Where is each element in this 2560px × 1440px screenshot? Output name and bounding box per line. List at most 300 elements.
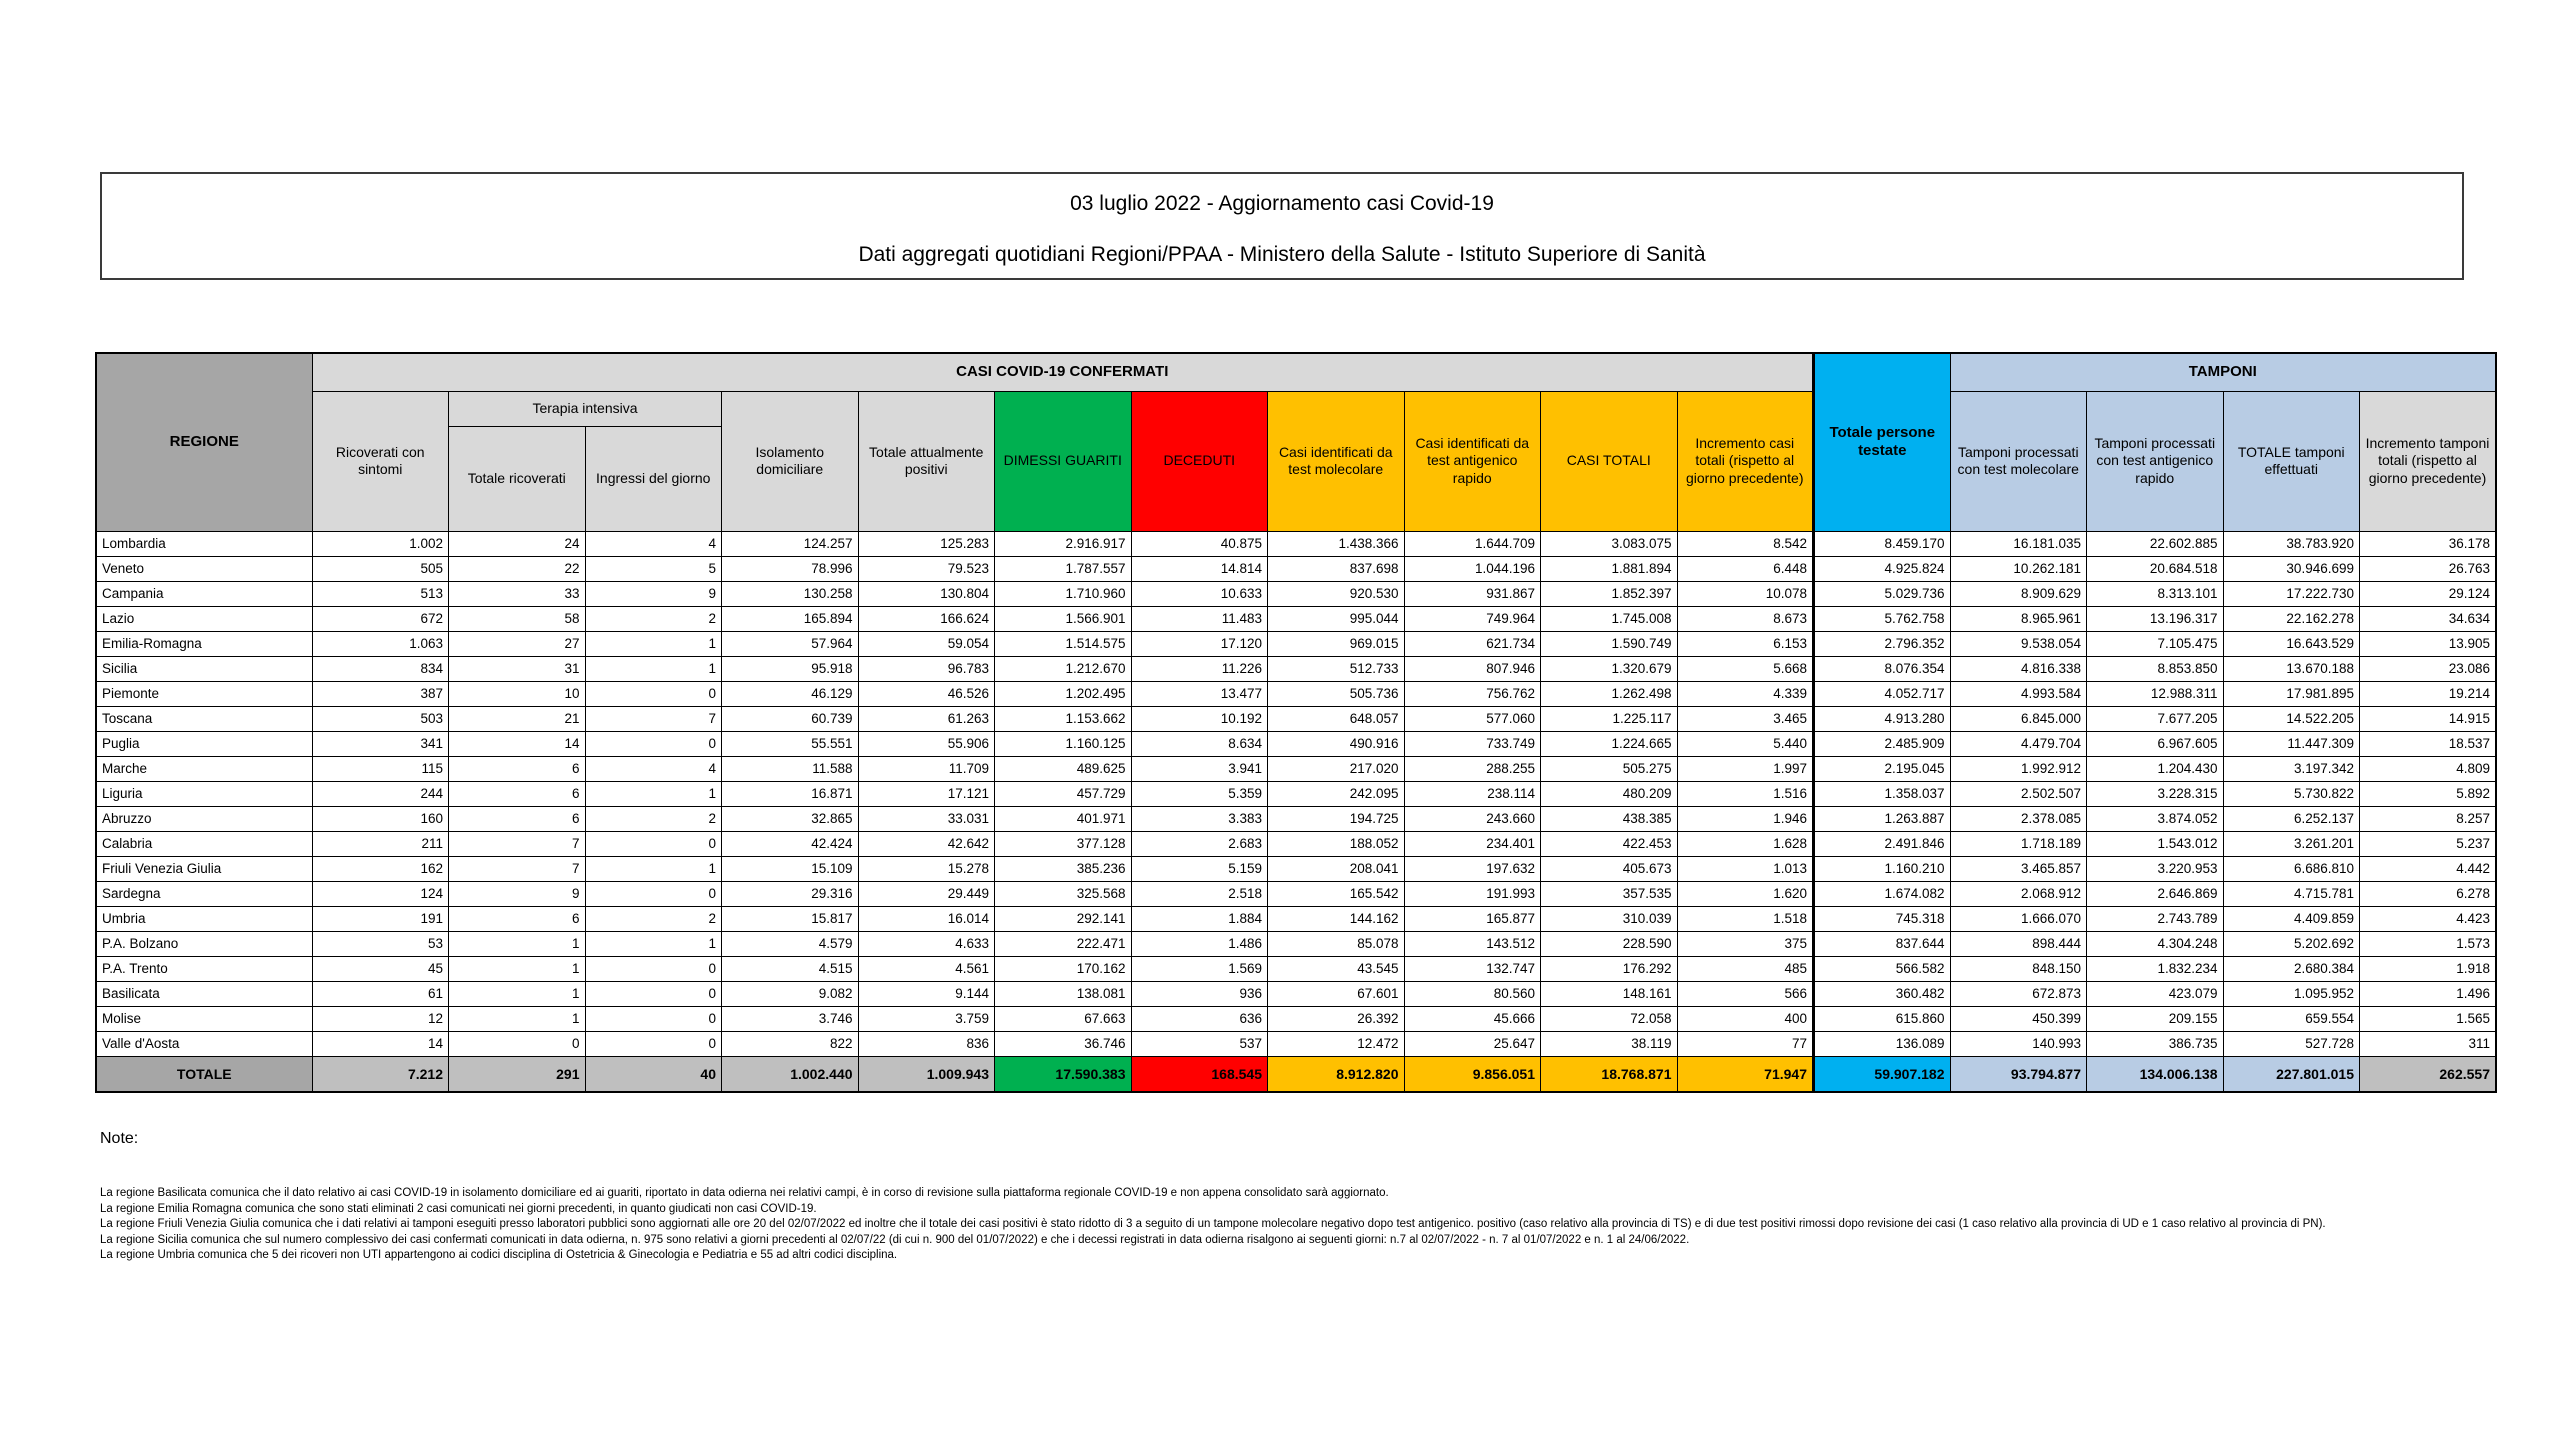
region-cell: Campania [96,581,312,606]
region-cell: P.A. Trento [96,956,312,981]
region-cell: Umbria [96,906,312,931]
value-cell: 197.632 [1404,856,1541,881]
value-cell: 148.161 [1541,981,1678,1006]
value-cell: 4 [585,531,722,556]
value-cell: 55.906 [858,731,995,756]
value-cell: 1.496 [2360,981,2497,1006]
table-row [96,906,2496,931]
table-row [96,731,2496,756]
value-cell: 13.477 [1131,681,1268,706]
value-cell: 38.783.920 [2223,531,2360,556]
value-cell: 7 [449,856,586,881]
value-cell: 6.967.605 [2087,731,2224,756]
table-footer [96,1056,2496,1092]
value-cell: 5.359 [1131,781,1268,806]
value-cell: 15.817 [722,906,859,931]
value-cell: 115 [312,756,449,781]
value-cell: 6.153 [1677,631,1814,656]
value-cell: 6 [449,906,586,931]
value-cell: 1.881.894 [1541,556,1678,581]
value-cell: 1.514.575 [995,631,1132,656]
table-row [96,706,2496,731]
value-cell: 25.647 [1404,1031,1541,1056]
value-cell: 55.551 [722,731,859,756]
title-box [100,172,2464,280]
value-cell: 6 [449,756,586,781]
table-row [96,556,2496,581]
value-cell: 23.086 [2360,656,2497,681]
value-cell: 1 [585,656,722,681]
col-header-ti-ingressi: Ingressi del giorno [585,426,722,531]
value-cell: 132.747 [1404,956,1541,981]
value-cell: 6.686.810 [2223,856,2360,881]
value-cell: 130.804 [858,581,995,606]
total-cell: 7.212 [312,1056,449,1092]
region-cell: Marche [96,756,312,781]
total-cell: 9.856.051 [1404,1056,1541,1092]
value-cell: 4.579 [722,931,859,956]
value-cell: 4 [585,756,722,781]
value-cell: 422.453 [1541,831,1678,856]
value-cell: 1.628 [1677,831,1814,856]
value-cell-persone-testate: 1.358.037 [1814,781,1951,806]
table-row [96,781,2496,806]
value-cell: 78.996 [722,556,859,581]
value-cell: 2.680.384 [2223,956,2360,981]
value-cell: 72.058 [1541,1006,1678,1031]
value-cell: 217.020 [1268,756,1405,781]
col-header-isolamento: Isolamento domiciliare [722,391,859,531]
value-cell-persone-testate: 1.263.887 [1814,806,1951,831]
group-header-tamponi: TAMPONI [1950,353,2496,391]
col-header-casi-antigenico: Casi identificati da test antigenico rapido [1404,391,1541,531]
value-cell: 480.209 [1541,781,1678,806]
value-cell: 3.220.953 [2087,856,2224,881]
value-cell: 27 [449,631,586,656]
value-cell: 1.620 [1677,881,1814,906]
value-cell: 405.673 [1541,856,1678,881]
value-cell: 16.871 [722,781,859,806]
value-cell: 672.873 [1950,981,2087,1006]
value-cell: 16.643.529 [2223,631,2360,656]
value-cell: 1.946 [1677,806,1814,831]
value-cell: 9.144 [858,981,995,1006]
value-cell: 537 [1131,1031,1268,1056]
value-cell: 5.730.822 [2223,781,2360,806]
value-cell: 16.014 [858,906,995,931]
col-header-terapia-intensiva: Terapia intensiva [449,391,722,426]
note-item: La regione Umbria comunica che 5 dei ricoveri non UTI appartengono ai codici disciplina di Ostetricia & Ginecologia e Pediatria e 55 ad altri codici disciplina. [100,1249,898,1261]
value-cell: 822 [722,1031,859,1056]
value-cell-persone-testate: 4.913.280 [1814,706,1951,731]
value-cell: 1.013 [1677,856,1814,881]
value-cell: 29.124 [2360,581,2497,606]
value-cell: 12 [312,1006,449,1031]
value-cell: 0 [585,956,722,981]
value-cell: 375 [1677,931,1814,956]
value-cell: 60.739 [722,706,859,731]
table-row [96,656,2496,681]
value-cell: 3.465.857 [1950,856,2087,881]
value-cell: 1.160.125 [995,731,1132,756]
region-cell: Lombardia [96,531,312,556]
value-cell: 1.566.901 [995,606,1132,631]
value-cell: 357.535 [1541,881,1678,906]
value-cell: 423.079 [2087,981,2224,1006]
value-cell: 936 [1131,981,1268,1006]
value-cell-persone-testate: 615.860 [1814,1006,1951,1031]
value-cell: 1.095.952 [2223,981,2360,1006]
total-cell: 40 [585,1056,722,1092]
region-cell: Puglia [96,731,312,756]
value-cell: 4.479.704 [1950,731,2087,756]
value-cell-persone-testate: 136.089 [1814,1031,1951,1056]
value-cell: 8.257 [2360,806,2497,831]
value-cell: 170.162 [995,956,1132,981]
value-cell: 1.224.665 [1541,731,1678,756]
value-cell: 12.472 [1268,1031,1405,1056]
value-cell: 29.449 [858,881,995,906]
value-cell: 143.512 [1404,931,1541,956]
value-cell: 1.852.397 [1541,581,1678,606]
value-cell: 489.625 [995,756,1132,781]
table-row [96,756,2496,781]
value-cell: 1.002 [312,531,449,556]
value-cell: 310.039 [1541,906,1678,931]
value-cell: 6.278 [2360,881,2497,906]
value-cell: 898.444 [1950,931,2087,956]
value-cell: 377.128 [995,831,1132,856]
report-subtitle: Dati aggregati quotidiani Regioni/PPAA - Ministero della Salute - Istituto Superiore di Sanità [858,243,1706,266]
notes-list [100,1186,2500,1263]
value-cell: 6.252.137 [2223,806,2360,831]
note-item: La regione Sicilia comunica che sul numero complessivo dei casi confermati comunicati in data odierna, n. 975 sono relativi a giorni precedenti al 02/07/22 (di cui n. 900 del 01/07/2022) e che i decessi registrati in data odierna risalgono ai seguenti giorni: n.7 al 02/07/2022 - n. 7 al 01/07/2022 e n. 1 al 24/06/2022. [100,1233,1690,1246]
report-title: 03 luglio 2022 - Aggiornamento casi Covid-19 [1070,192,1494,215]
value-cell: 95.918 [722,656,859,681]
region-cell: Abruzzo [96,806,312,831]
value-cell-persone-testate: 5.029.736 [1814,581,1951,606]
value-cell: 2.518 [1131,881,1268,906]
table-body [96,531,2496,1056]
value-cell: 1.565 [2360,1006,2497,1031]
value-cell: 2.743.789 [2087,906,2224,931]
value-cell: 659.554 [2223,1006,2360,1031]
value-cell: 1.225.117 [1541,706,1678,731]
value-cell: 17.222.730 [2223,581,2360,606]
value-cell: 450.399 [1950,1006,2087,1031]
col-header-dimessi-guariti: DIMESSI GUARITI [995,391,1132,531]
value-cell: 42.642 [858,831,995,856]
table-row [96,806,2496,831]
value-cell: 1.573 [2360,931,2497,956]
value-cell: 1.202.495 [995,681,1132,706]
value-cell: 505.275 [1541,756,1678,781]
region-cell: Lazio [96,606,312,631]
value-cell: 4.423 [2360,906,2497,931]
value-cell: 46.129 [722,681,859,706]
value-cell: 3.383 [1131,806,1268,831]
value-cell: 0 [585,731,722,756]
value-cell-persone-testate: 4.052.717 [1814,681,1951,706]
region-cell: Emilia-Romagna [96,631,312,656]
total-cell: 134.006.138 [2087,1056,2224,1092]
value-cell: 3.759 [858,1006,995,1031]
value-cell: 67.601 [1268,981,1405,1006]
value-cell-persone-testate: 5.762.758 [1814,606,1951,631]
col-header-tamponi-totale: TOTALE tamponi effettuati [2223,391,2360,531]
value-cell: 6.448 [1677,556,1814,581]
value-cell: 53 [312,931,449,956]
region-cell: Toscana [96,706,312,731]
value-cell: 5.202.692 [2223,931,2360,956]
totals-label: TOTALE [96,1056,312,1092]
value-cell: 10.078 [1677,581,1814,606]
value-cell: 0 [585,1006,722,1031]
value-cell: 527.728 [2223,1031,2360,1056]
region-cell: Friuli Venezia Giulia [96,856,312,881]
value-cell: 3.197.342 [2223,756,2360,781]
value-cell-persone-testate: 1.160.210 [1814,856,1951,881]
value-cell: 387 [312,681,449,706]
notes-section [100,1130,2500,1264]
value-cell: 5.237 [2360,831,2497,856]
value-cell: 3.746 [722,1006,859,1031]
value-cell: 1 [449,981,586,1006]
value-cell: 10.633 [1131,581,1268,606]
value-cell: 1.212.670 [995,656,1132,681]
value-cell: 1.262.498 [1541,681,1678,706]
value-cell: 1 [585,856,722,881]
region-cell: Sardegna [96,881,312,906]
value-cell: 834 [312,656,449,681]
value-cell: 490.916 [1268,731,1405,756]
value-cell: 1.543.012 [2087,831,2224,856]
value-cell: 2 [585,806,722,831]
table-row [96,956,2496,981]
value-cell: 5.892 [2360,781,2497,806]
value-cell: 33 [449,581,586,606]
value-cell: 292.141 [995,906,1132,931]
value-cell: 636 [1131,1006,1268,1031]
value-cell: 8.313.101 [2087,581,2224,606]
table-row [96,681,2496,706]
value-cell: 18.537 [2360,731,2497,756]
value-cell: 17.981.895 [2223,681,2360,706]
value-cell: 1.569 [1131,956,1268,981]
value-cell: 45.666 [1404,1006,1541,1031]
value-cell: 995.044 [1268,606,1405,631]
col-header-ricoverati: Ricoverati con sintomi [312,391,449,531]
value-cell: 1 [585,931,722,956]
note-item: La regione Friuli Venezia Giulia comunica che i dati relativi ai tamponi eseguiti presso laboratori pubblici sono aggiornati alle ore 20 del 02/07/2022 ed inoltre che il totale dei casi positivi è stato ridotto di 3 a seguito di un tampone molecolare negativo dopo test antigenico. positivo (caso relativo alla provincia di TS) e di due test positivi rimossi dopo revisione dei casi (1 caso relativo alla provincia di UD e 1 caso relativo al provincia di PN). [100,1218,2326,1230]
value-cell: 165.542 [1268,881,1405,906]
value-cell: 7 [449,831,586,856]
value-cell: 503 [312,706,449,731]
group-header-casi: CASI COVID-19 CONFERMATI [312,353,1814,391]
value-cell: 1.997 [1677,756,1814,781]
value-cell-persone-testate: 1.674.082 [1814,881,1951,906]
value-cell: 209.155 [2087,1006,2224,1031]
total-cell: 71.947 [1677,1056,1814,1092]
value-cell: 1.832.234 [2087,956,2224,981]
value-cell: 14 [449,731,586,756]
value-cell: 11.226 [1131,656,1268,681]
value-cell: 26.392 [1268,1006,1405,1031]
value-cell: 13.196.317 [2087,606,2224,631]
value-cell-persone-testate: 2.491.846 [1814,831,1951,856]
value-cell: 140.993 [1950,1031,2087,1056]
value-cell: 144.162 [1268,906,1405,931]
value-cell: 79.523 [858,556,995,581]
value-cell: 6.845.000 [1950,706,2087,731]
value-cell: 3.083.075 [1541,531,1678,556]
value-cell: 2.683 [1131,831,1268,856]
region-cell: Piemonte [96,681,312,706]
value-cell-persone-testate: 566.582 [1814,956,1951,981]
value-cell: 14.814 [1131,556,1268,581]
value-cell: 228.590 [1541,931,1678,956]
value-cell: 165.877 [1404,906,1541,931]
col-header-ti-totale: Totale ricoverati [449,426,586,531]
value-cell: 16.181.035 [1950,531,2087,556]
value-cell: 931.867 [1404,581,1541,606]
value-cell: 9 [449,881,586,906]
value-cell: 0 [585,981,722,1006]
value-cell: 244 [312,781,449,806]
value-cell-persone-testate: 8.076.354 [1814,656,1951,681]
value-cell: 438.385 [1541,806,1678,831]
value-cell: 4.442 [2360,856,2497,881]
value-cell: 13.905 [2360,631,2497,656]
value-cell: 5 [585,556,722,581]
region-cell: Valle d'Aosta [96,1031,312,1056]
total-cell: 8.912.820 [1268,1056,1405,1092]
table-row [96,931,2496,956]
value-cell: 59.054 [858,631,995,656]
table-row [96,856,2496,881]
value-cell-persone-testate: 2.796.352 [1814,631,1951,656]
value-cell: 176.292 [1541,956,1678,981]
value-cell: 621.734 [1404,631,1541,656]
value-cell: 837.698 [1268,556,1405,581]
value-cell: 401.971 [995,806,1132,831]
region-cell: Calabria [96,831,312,856]
value-cell: 4.715.781 [2223,881,2360,906]
value-cell: 234.401 [1404,831,1541,856]
value-cell: 4.561 [858,956,995,981]
value-cell: 288.255 [1404,756,1541,781]
total-cell-persone-testate: 59.907.182 [1814,1056,1951,1092]
value-cell: 3.465 [1677,706,1814,731]
value-cell: 96.783 [858,656,995,681]
value-cell-persone-testate: 2.485.909 [1814,731,1951,756]
value-cell: 11.709 [858,756,995,781]
value-cell: 191.993 [1404,881,1541,906]
value-cell: 30.946.699 [2223,556,2360,581]
table-row [96,1031,2496,1056]
value-cell: 45 [312,956,449,981]
value-cell: 566 [1677,981,1814,1006]
value-cell-persone-testate: 4.925.824 [1814,556,1951,581]
value-cell: 61 [312,981,449,1006]
note-item: La regione Basilicata comunica che il dato relativo ai casi COVID-19 in isolamento domiciliare ed ai guariti, riportato in data odierna nei relativi campi, è in corso di revisione sulla piattaforma regionale COVID-19 e non appena consolidato sarà aggiornato. [100,1187,1389,1199]
value-cell: 1 [585,631,722,656]
value-cell: 577.060 [1404,706,1541,731]
value-cell: 2.502.507 [1950,781,2087,806]
value-cell: 7.677.205 [2087,706,2224,731]
value-cell: 1.666.070 [1950,906,2087,931]
value-cell: 5.440 [1677,731,1814,756]
value-cell: 1.516 [1677,781,1814,806]
table-header [96,353,2496,531]
value-cell: 8.634 [1131,731,1268,756]
value-cell: 57.964 [722,631,859,656]
value-cell: 33.031 [858,806,995,831]
value-cell: 648.057 [1268,706,1405,731]
value-cell: 8.909.629 [1950,581,2087,606]
value-cell: 124.257 [722,531,859,556]
value-cell: 8.853.850 [2087,656,2224,681]
col-header-tamponi-antigenico: Tamponi processati con test antigenico rapido [2087,391,2224,531]
value-cell: 19.214 [2360,681,2497,706]
value-cell: 9.082 [722,981,859,1006]
note-item: La regione Emilia Romagna comunica che sono stati eliminati 2 casi comunicati nei giorni precedenti, in quanto giudicati non casi COVID-19. [100,1202,817,1215]
value-cell: 124 [312,881,449,906]
value-cell-persone-testate: 8.459.170 [1814,531,1951,556]
value-cell: 8.542 [1677,531,1814,556]
value-cell: 12.988.311 [2087,681,2224,706]
table-row [96,631,2496,656]
value-cell: 2 [585,606,722,631]
value-cell: 242.095 [1268,781,1405,806]
value-cell: 1.992.912 [1950,756,2087,781]
value-cell: 1.486 [1131,931,1268,956]
value-cell: 2.916.917 [995,531,1132,556]
value-cell: 58 [449,606,586,631]
value-cell: 8.965.961 [1950,606,2087,631]
value-cell: 1.918 [2360,956,2497,981]
value-cell: 17.121 [858,781,995,806]
col-header-casi-totali: CASI TOTALI [1541,391,1678,531]
value-cell: 22 [449,556,586,581]
value-cell: 6 [449,806,586,831]
value-cell: 11.588 [722,756,859,781]
value-cell: 31 [449,656,586,681]
value-cell: 10.262.181 [1950,556,2087,581]
col-header-incremento-casi: Incremento casi totali (rispetto al giorno precedente) [1677,391,1814,531]
value-cell: 1.718.189 [1950,831,2087,856]
value-cell: 85.078 [1268,931,1405,956]
value-cell: 5.668 [1677,656,1814,681]
value-cell: 3.874.052 [2087,806,2224,831]
value-cell: 36.178 [2360,531,2497,556]
value-cell: 42.424 [722,831,859,856]
value-cell: 194.725 [1268,806,1405,831]
value-cell: 162 [312,856,449,881]
value-cell: 1.884 [1131,906,1268,931]
value-cell: 749.964 [1404,606,1541,631]
total-cell: 93.794.877 [1950,1056,2087,1092]
value-cell: 4.809 [2360,756,2497,781]
value-cell: 4.515 [722,956,859,981]
value-cell: 1 [585,781,722,806]
col-header-deceduti: DECEDUTI [1131,391,1268,531]
region-cell: Liguria [96,781,312,806]
value-cell: 15.278 [858,856,995,881]
value-cell: 32.865 [722,806,859,831]
value-cell: 5.159 [1131,856,1268,881]
value-cell: 672 [312,606,449,631]
